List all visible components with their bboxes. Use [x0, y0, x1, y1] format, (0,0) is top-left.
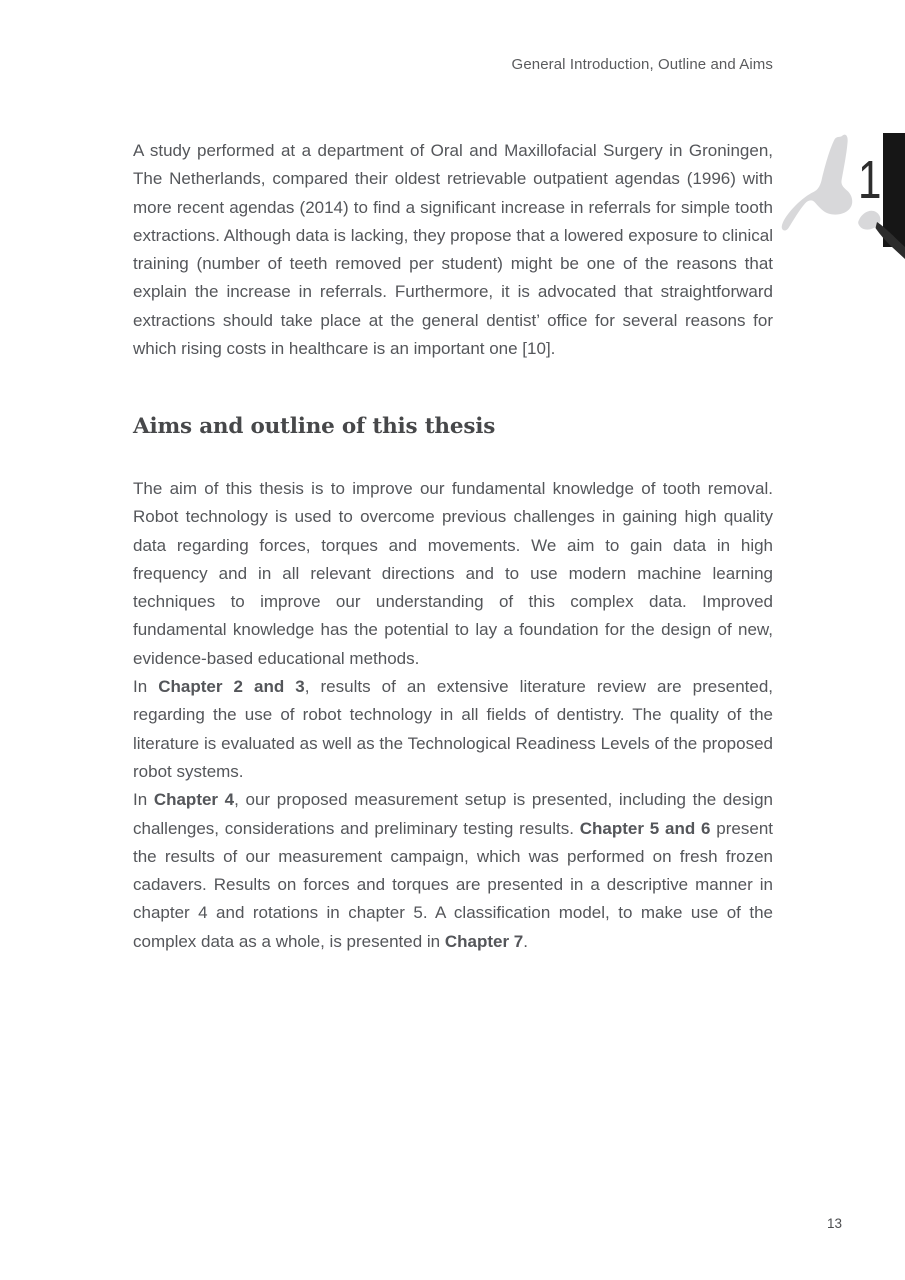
body-paragraph-aims: The aim of this thesis is to improve our fundamental knowledge of tooth removal. Robot technology is used to overcome previous challenges in gaining high quality data regarding forces, torques and movements. We aim to gain data in high frequency and in all relevant directions and to use modern machine learning techniques to improve our understanding of this complex data. Improved fundamental knowledge has the potential to lay a foundation for the design of new, evidence-based educational methods. — [133, 479, 773, 668]
running-header: General Introduction, Outline and Aims — [511, 56, 773, 73]
body-paragraph-chapters-4-7: In Chapter 4, our proposed measurement setup is presented, including the design challenges, considerations and preliminary testing results. Chapter 5 and 6 present the results of our measurement campaign, which was performed on fresh frozen cadavers. Results on forces and torques are presented in a descriptive manner in chapter 4 and rotations in chapter 5. A classification model, to make use of the complex data as a whole, is presented in Chapter 7. — [133, 790, 773, 951]
page-number: 13 — [827, 1216, 843, 1231]
chapter-decoration — [780, 125, 905, 260]
intro-paragraph: A study performed at a department of Oral and Maxillofacial Surgery in Groningen, The Netherlands, compared their oldest retrievable outpatient agendas (1996) with more recent agendas (2014) to find a significant increase in referrals for simple tooth extractions. Although data is lacking, they propose that a lowered exposure to clinical training (number of teeth removed per student) might be one of the reasons that explain the increase in referrals. Furthermore, it is advocated that straightforward extractions should take place at the general dentist’ office for several reasons for which rising costs in healthcare is an important one [10]. — [133, 141, 773, 359]
section-heading: Aims and outline of this thesis — [133, 414, 496, 439]
body-paragraph-chapters-2-3: In Chapter 2 and 3, results of an extensive literature review are presented, regarding the use of robot technology in all fields of dentistry. The quality of the literature is evaluated as well as the Technological Readiness Levels of the proposed robot systems. — [133, 677, 773, 781]
chapter-number: 1 — [858, 150, 882, 210]
section-body — [133, 475, 773, 956]
